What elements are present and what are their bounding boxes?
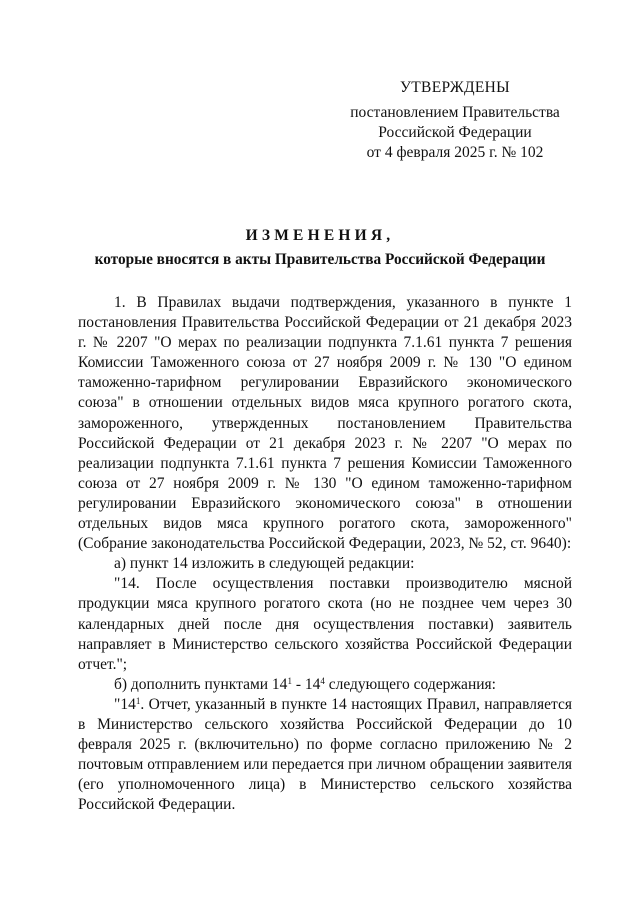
superscript-4: 4 xyxy=(320,675,325,686)
approval-title: УТВЕРЖДЕНЫ xyxy=(400,79,510,96)
document-subtitle: которые вносятся в акты Правительства Российской Федерации xyxy=(94,251,546,268)
paragraph-5 xyxy=(78,695,572,816)
paragraph-4-text-c: следующего содержания: xyxy=(324,675,496,693)
document-body xyxy=(78,293,572,815)
approval-line-2: Российской Федерации xyxy=(378,124,532,141)
document-title: ИЗМЕНЕНИЯ, xyxy=(245,227,395,244)
superscript-1: 1 xyxy=(287,675,292,686)
paragraph-1: 1. В Правилах выдачи подтверждения, указанного в пункте 1 постановления Правительства Российской Федерации от 21 декабря 2023 г. № 2207 "О мерах по реализации подпункта 7.1.61 пункта 7 решения Комиссии Таможенного союза от 27 ноября 2009 г. № 130 "О едином таможенно-тарифном регулировании Евразийского экономического союза" в отношении отдельных видов мяса крупного рогатого скота, замороженного, утвержденных постановлением Правительства Российской Федерации от 21 декабря 2023 г. № 2207 "О мерах по реализации подпункта 7.1.61 пункта 7 решения Комиссии Таможенного союза от 27 ноября 2009 г. № 130 "О едином таможенно-тарифном регулировании Евразийского экономического союза" в отношении отдельных видов мяса крупного рогатого скота, замороженного" (Собрание законодательства Российской Федерации, 2023, № 52, ст. 9640): xyxy=(78,294,572,553)
paragraph-5-text-a: "14 xyxy=(114,695,136,713)
approval-line-3: от 4 февраля 2025 г. № 102 xyxy=(366,144,544,161)
paragraph-2: а) пункт 14 изложить в следующей редакции: xyxy=(114,555,415,573)
superscript-1b: 1 xyxy=(135,695,141,706)
approval-line-1: постановлением Правительства xyxy=(350,104,560,121)
paragraph-3: "14. После осуществления поставки производителю мясной продукции мяса крупного рогатого скота (но не позднее чем через 30 календарных дней после дня осуществления поставки) заявитель направляет в Министерство сельского хозяйства Российской Федерации отчет."; xyxy=(78,575,572,673)
paragraph-4-text-a: б) дополнить пунктами 14 xyxy=(114,675,288,693)
paragraph-4 xyxy=(78,675,572,695)
paragraph-5-text-b: . Отчет, указанный в пункте 14 настоящих Правил, направляется в Министерство сельского хозяйства Российской Федерации до 10 февраля 2025 г. (включительно) по форме согласно приложению № 2 почтовым отправлением или передается при личном обращении заявителя (его уполномоченного лица) в Министерство сельского хозяйства Российской Федерации. xyxy=(78,695,572,814)
paragraph-4-text-b: - 14 xyxy=(291,675,321,693)
approval-block xyxy=(340,78,570,163)
